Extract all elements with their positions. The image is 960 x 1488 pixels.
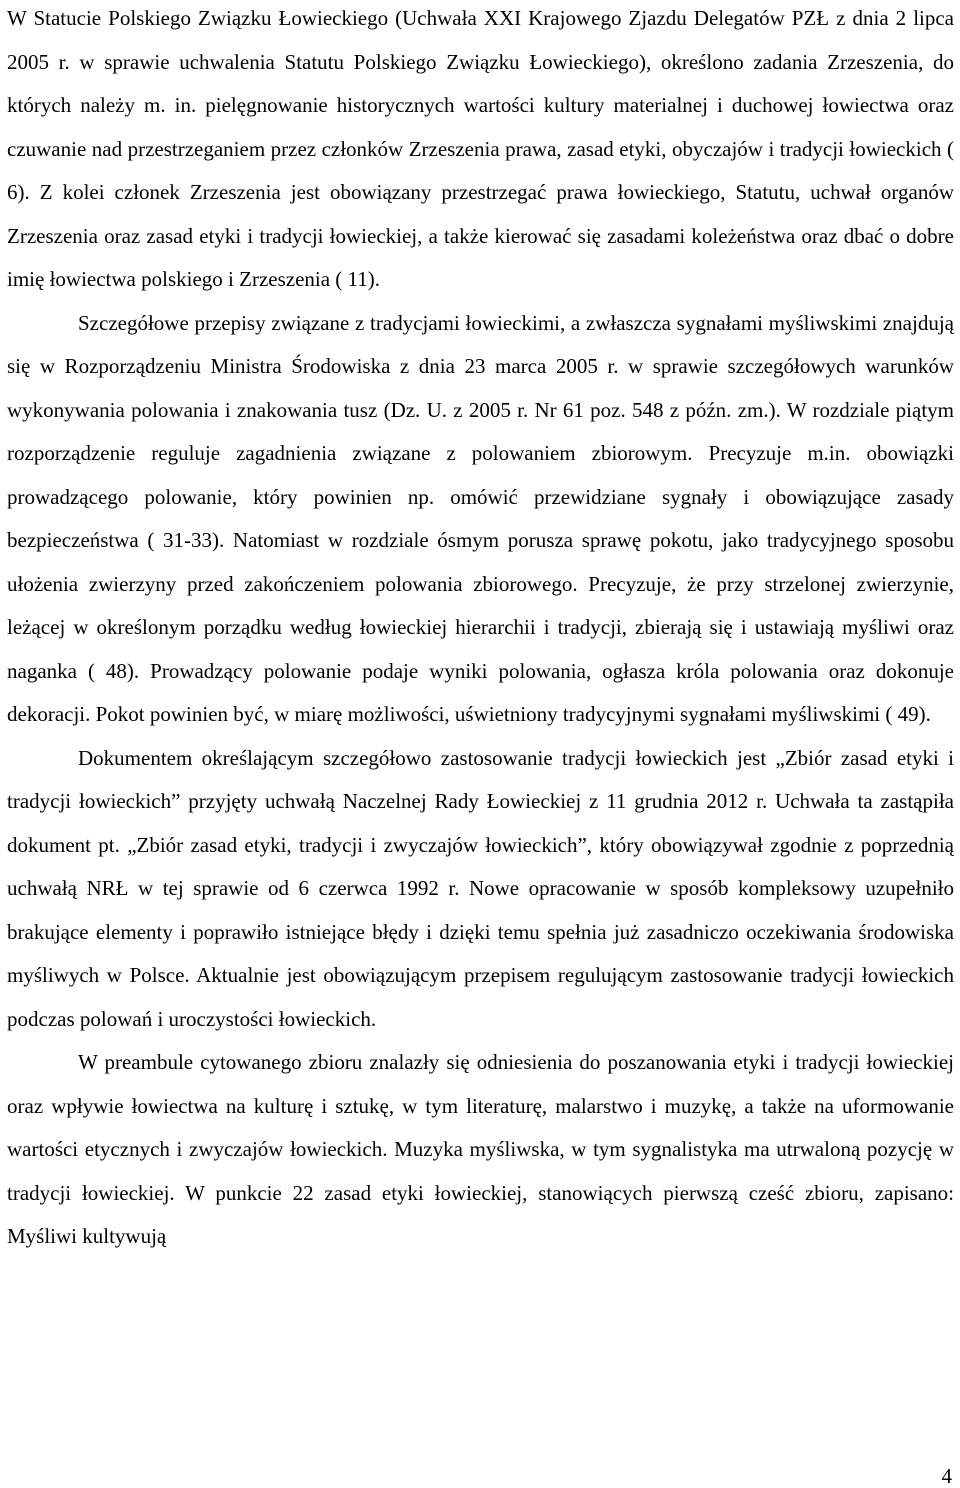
paragraph-preamble: W preambule cytowanego zbioru znalazły się odniesienia do poszanowania etyki i tradycji łowieckiej oraz wpływie łowiectwa na kulturę i sztukę, w tym literaturę, malarstwo i muzykę, a także na uformowanie wartości etycznych i zwyczajów łowieckich. Muzyka myśliwska, w tym sygnalistyka ma utrwaloną pozycję w tradycji łowieckiej. W punkcie 22 zasad etyki łowieckiej, stanowiących pierwszą cześć zbioru, zapisano: Myśliwi kultywują [7,1050,954,1248]
paragraph-collection-of-rules: Dokumentem określającym szczegółowo zastosowanie tradycji łowieckich jest „Zbiór zasad etyki i tradycji łowieckich” przyjęty uchwałą Naczelnej Rady Łowieckiej z 11 grudnia 2012 r. Uchwała ta zastąpiła dokument pt. „Zbiór zasad etyki, tradycji i zwyczajów łowieckich”, który obowiązywał zgodnie z poprzednią uchwałą NRŁ w tej sprawie od 6 czerwca 1992 r. Nowe opracowanie w sposób kompleksowy uzupełniło brakujące elementy i poprawiło istniejące błędy i dzięki temu spełnia już zasadniczo oczekiwania środowiska myśliwych w Polsce. Aktualnie jest obowiązującym przepisem regulującym zastosowanie tradycji łowieckich podczas polowań i uroczystości łowieckich. [7,745,954,1031]
document-page [7,0,954,1488]
page-number: 4 [941,1464,952,1488]
paragraph-statute: W Statucie Polskiego Związku Łowieckiego (Uchwała XXI Krajowego Zjazdu Delegatów PZŁ z dnia 2 lipca 2005 r. w sprawie uchwalenia Statutu Polskiego Związku Łowieckiego), określono zadania Zrzeszenia, do których należy m. in. pielęgnowanie historycznych wartości kultury materialnej i duchowej łowiectwa oraz czuwanie nad przestrzeganiem przez członków Zrzeszenia prawa, zasad etyki, obyczajów i tradycji łowieckich ( 6). Z kolei członek Zrzeszenia jest obowiązany przestrzegać prawa łowieckiego, Statutu, uchwał organów Zrzeszenia oraz zasad etyki i tradycji łowieckiej, a także kierować się zasadami koleżeństwa oraz dbać o dobre imię łowiectwa polskiego i Zrzeszenia ( 11). [7,6,954,291]
paragraph-regulation: Szczegółowe przepisy związane z tradycjami łowieckimi, a zwłaszcza sygnałami myśliwskimi znajdują się w Rozporządzeniu Ministra Środowiska z dnia 23 marca 2005 r. w sprawie szczegółowych warunków wykonywania polowania i znakowania tusz (Dz. U. z 2005 r. Nr 61 poz. 548 z późn. zm.). W rozdziale piątym rozporządzenie reguluje zagadnienia związane z polowaniem zbiorowym. Precyzuje m.in. obowiązki prowadzącego polowanie, który powinien np. omówić przewidziane sygnały i obowiązujące zasady bezpieczeństwa ( 31-33). Natomiast w rozdziale ósmym porusza sprawę pokotu, jako tradycyjnego sposobu ułożenia zwierzyny przed zakończeniem polowania zbiorowego. Precyzuje, że przy strzelonej zwierzynie, leżącej w określonym porządku według łowieckiej hierarchii i tradycji, zbierają się i ustawiają myśliwi oraz naganka ( 48). Prowadzący polowanie podaje wyniki polowania, ogłasza króla polowania oraz dokonuje dekoracji. Pokot powinien być, w miarę możliwości, uświetniony tradycyjnymi sygnałami myśliwskimi ( 49). [7,310,954,726]
